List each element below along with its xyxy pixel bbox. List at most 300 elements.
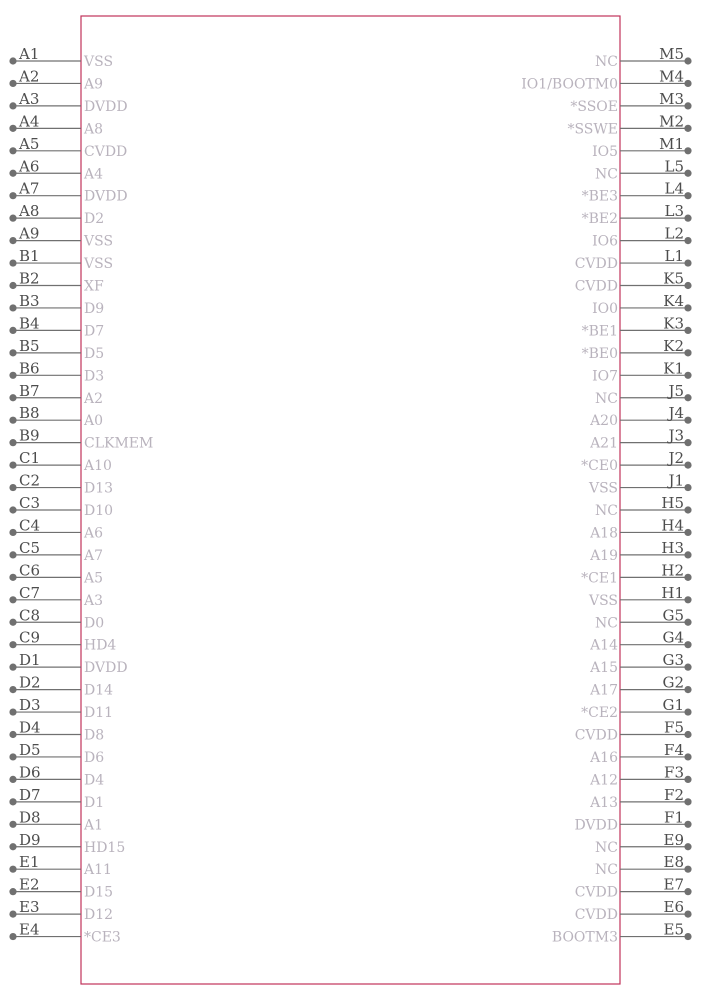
pin-dot bbox=[684, 776, 691, 783]
pin-name: CVDD bbox=[574, 278, 618, 295]
pin-L5 bbox=[595, 157, 692, 182]
pin-dot bbox=[684, 821, 691, 828]
pin-name: IO6 bbox=[592, 233, 618, 250]
pin-M1 bbox=[592, 135, 692, 160]
pin-name: NC bbox=[595, 615, 618, 632]
pin-dot bbox=[684, 282, 691, 289]
pin-number: A9 bbox=[19, 224, 40, 243]
pin-E6 bbox=[575, 898, 692, 923]
pin-number: C9 bbox=[19, 628, 41, 647]
pin-D5 bbox=[9, 741, 104, 766]
pin-D2 bbox=[9, 674, 113, 699]
pin-dot bbox=[9, 462, 16, 469]
pin-dot bbox=[684, 641, 691, 648]
pin-number: G4 bbox=[662, 628, 684, 647]
pin-dot bbox=[684, 462, 691, 469]
pin-G2 bbox=[589, 674, 692, 699]
pin-dot bbox=[9, 215, 16, 222]
pin-number: E7 bbox=[663, 875, 684, 894]
pin-number: M2 bbox=[659, 112, 684, 131]
pin-dot bbox=[9, 933, 16, 940]
pin-B6 bbox=[9, 359, 104, 384]
pin-D7 bbox=[9, 786, 104, 811]
pin-B7 bbox=[9, 382, 103, 407]
pin-dot bbox=[9, 417, 16, 424]
pin-name: CVDD bbox=[574, 727, 618, 744]
pin-name: A1 bbox=[84, 817, 104, 834]
pin-number: B6 bbox=[19, 359, 40, 378]
pin-E1 bbox=[9, 853, 112, 878]
pin-number: C3 bbox=[19, 494, 41, 512]
pin-name: CVDD bbox=[574, 256, 618, 273]
pin-number: J1 bbox=[668, 471, 684, 490]
pin-dot bbox=[684, 125, 691, 132]
pin-dot bbox=[9, 237, 16, 244]
pin-name: D7 bbox=[84, 323, 105, 340]
pin-number: L1 bbox=[664, 247, 684, 266]
pin-name: CVDD bbox=[574, 907, 618, 924]
pin-H5 bbox=[595, 494, 692, 519]
pin-name: D11 bbox=[84, 705, 114, 722]
pin-name: CLKMEM bbox=[84, 435, 154, 452]
pin-dot bbox=[9, 641, 16, 648]
pin-number: C7 bbox=[19, 583, 41, 602]
pin-name: D4 bbox=[84, 772, 105, 789]
pin-number: F3 bbox=[664, 763, 684, 782]
pin-name: NC bbox=[595, 54, 618, 70]
pin-dot bbox=[9, 708, 16, 715]
pin-A8 bbox=[9, 202, 104, 227]
pin-A6 bbox=[9, 157, 103, 182]
pin-name: D14 bbox=[84, 682, 114, 699]
pin-name: IO5 bbox=[592, 143, 618, 160]
pin-K3 bbox=[582, 314, 692, 339]
pin-number: A8 bbox=[19, 202, 40, 221]
pin-dot bbox=[9, 102, 16, 109]
pin-name: D0 bbox=[84, 615, 105, 632]
pin-K4 bbox=[592, 292, 692, 317]
pin-number: E6 bbox=[663, 898, 684, 917]
pin-J3 bbox=[589, 427, 692, 452]
pin-name: A9 bbox=[84, 76, 104, 93]
pin-dot bbox=[684, 102, 691, 109]
pin-name: *CE0 bbox=[581, 458, 618, 475]
pin-number: L5 bbox=[664, 157, 684, 176]
pin-number: H4 bbox=[661, 516, 684, 535]
pin-name: A3 bbox=[84, 592, 104, 609]
pin-E9 bbox=[595, 831, 692, 856]
pin-name: VSS bbox=[84, 256, 114, 273]
pin-D8 bbox=[9, 808, 103, 833]
pin-number: E5 bbox=[663, 920, 684, 939]
pin-E8 bbox=[595, 853, 692, 878]
pin-dot bbox=[684, 394, 691, 401]
pin-C2 bbox=[9, 472, 113, 497]
pin-dot bbox=[684, 933, 691, 940]
pin-name: DVDD bbox=[84, 98, 128, 115]
pin-number: A1 bbox=[19, 45, 40, 63]
pin-C4 bbox=[9, 516, 103, 541]
pin-number: K4 bbox=[663, 291, 684, 310]
pin-dot bbox=[9, 372, 16, 379]
pin-dot bbox=[684, 664, 691, 671]
pin-M4 bbox=[521, 67, 691, 92]
pin-number: B5 bbox=[19, 336, 40, 355]
pin-E5 bbox=[552, 921, 692, 946]
pin-dot bbox=[9, 57, 16, 64]
pin-G4 bbox=[589, 629, 692, 654]
pin-A4 bbox=[9, 112, 103, 137]
pin-dot bbox=[9, 776, 16, 783]
pin-number: J3 bbox=[668, 426, 684, 445]
pin-name: *BE0 bbox=[581, 345, 618, 362]
pin-C7 bbox=[9, 584, 103, 609]
pin-dot bbox=[684, 866, 691, 873]
pin-name: D8 bbox=[84, 727, 105, 744]
pin-D1 bbox=[9, 651, 127, 676]
pin-number: B4 bbox=[19, 314, 40, 333]
pin-J1 bbox=[588, 472, 692, 497]
pin-K5 bbox=[575, 270, 692, 295]
pin-A1 bbox=[9, 45, 113, 70]
pin-B1 bbox=[9, 247, 113, 272]
pin-number: D9 bbox=[19, 830, 41, 849]
pin-name: *BE3 bbox=[581, 188, 618, 205]
pin-name: *BE2 bbox=[581, 211, 618, 228]
pin-dot bbox=[684, 686, 691, 693]
pin-dot bbox=[684, 753, 691, 760]
pin-G1 bbox=[581, 696, 691, 721]
pin-number: C1 bbox=[19, 449, 41, 468]
pin-name: BOOTM3 bbox=[551, 929, 618, 946]
pin-number: B9 bbox=[19, 426, 40, 445]
pin-number: B7 bbox=[19, 381, 40, 400]
pin-name: *CE3 bbox=[84, 929, 121, 946]
pin-dot bbox=[9, 551, 16, 558]
pin-name: D9 bbox=[84, 300, 105, 317]
pin-number: G2 bbox=[662, 673, 684, 692]
pin-dot bbox=[684, 439, 691, 446]
pin-dot bbox=[9, 80, 16, 87]
pin-C6 bbox=[9, 561, 103, 586]
pin-number: H3 bbox=[661, 538, 684, 557]
pin-number: C4 bbox=[19, 516, 41, 535]
pin-number: K5 bbox=[663, 269, 684, 288]
pin-number: H2 bbox=[661, 561, 684, 580]
pin-dot bbox=[684, 349, 691, 356]
pin-dot bbox=[9, 866, 16, 873]
pin-G5 bbox=[595, 606, 692, 631]
pin-name: D1 bbox=[84, 794, 105, 811]
pin-number: D6 bbox=[19, 763, 41, 782]
pin-dot bbox=[9, 484, 16, 491]
pin-dot bbox=[9, 259, 16, 266]
pin-dot bbox=[9, 821, 16, 828]
pin-number: K2 bbox=[663, 336, 684, 355]
pin-dot bbox=[9, 619, 16, 626]
pin-H2 bbox=[581, 561, 691, 586]
pin-name: *SSWE bbox=[567, 121, 618, 138]
pin-dot bbox=[684, 327, 691, 334]
pin-name: D3 bbox=[84, 368, 105, 385]
pin-C9 bbox=[9, 629, 116, 654]
pin-name: *BE1 bbox=[581, 323, 618, 340]
pin-name: A14 bbox=[590, 637, 618, 654]
pin-dot bbox=[9, 753, 16, 760]
pin-name: VSS bbox=[84, 54, 114, 70]
pin-L1 bbox=[575, 247, 692, 272]
pin-number: E8 bbox=[663, 853, 684, 872]
pin-name: *CE1 bbox=[581, 570, 618, 587]
pin-number: C8 bbox=[19, 606, 41, 625]
pin-C5 bbox=[9, 539, 103, 564]
pin-number: D1 bbox=[19, 651, 41, 670]
pin-number: A4 bbox=[19, 112, 40, 131]
pin-name: A5 bbox=[84, 570, 104, 587]
pin-B3 bbox=[9, 292, 104, 317]
pin-name: NC bbox=[595, 862, 618, 879]
pin-dot bbox=[9, 798, 16, 805]
pin-name: D10 bbox=[84, 503, 114, 519]
pin-dot bbox=[684, 372, 691, 379]
pin-number: K1 bbox=[663, 359, 684, 378]
pin-dot bbox=[9, 843, 16, 850]
pin-dot bbox=[684, 192, 691, 199]
pin-name: A21 bbox=[590, 435, 618, 452]
pin-name: NC bbox=[595, 390, 618, 407]
pin-name: D2 bbox=[84, 211, 105, 228]
pin-dot bbox=[684, 619, 691, 626]
pin-A2 bbox=[9, 67, 103, 92]
pin-number: A6 bbox=[19, 157, 40, 176]
pin-name: *CE2 bbox=[581, 705, 618, 722]
pin-name: DVDD bbox=[84, 660, 128, 677]
pin-dot bbox=[684, 484, 691, 491]
pin-number: H5 bbox=[661, 494, 684, 512]
pin-number: F5 bbox=[664, 718, 684, 737]
pin-dot bbox=[9, 304, 16, 311]
pin-M5 bbox=[595, 45, 692, 70]
pin-number: D4 bbox=[19, 718, 41, 737]
pin-L4 bbox=[582, 180, 692, 205]
pin-name: A18 bbox=[590, 525, 618, 542]
pin-number: A2 bbox=[19, 67, 40, 86]
pin-E7 bbox=[575, 876, 692, 901]
pin-name: D12 bbox=[84, 907, 114, 924]
pin-G3 bbox=[589, 651, 692, 676]
pin-J5 bbox=[595, 382, 692, 407]
pin-M3 bbox=[570, 90, 691, 115]
pin-B5 bbox=[9, 337, 104, 362]
pin-C1 bbox=[9, 449, 112, 474]
pin-dot bbox=[9, 506, 16, 513]
pin-E3 bbox=[9, 898, 113, 923]
pin-name: VSS bbox=[588, 592, 618, 609]
pin-dot bbox=[684, 798, 691, 805]
pin-B4 bbox=[9, 314, 104, 339]
pin-name: D5 bbox=[84, 345, 105, 362]
pin-K2 bbox=[582, 337, 692, 362]
pin-dot bbox=[684, 215, 691, 222]
pin-number: A3 bbox=[19, 89, 40, 108]
pin-number: F4 bbox=[664, 740, 684, 759]
pin-dot bbox=[684, 529, 691, 536]
pin-name: A7 bbox=[84, 547, 104, 564]
pin-number: J4 bbox=[668, 404, 684, 423]
pin-number: J2 bbox=[668, 449, 684, 468]
pin-number: F2 bbox=[664, 785, 684, 804]
pin-name: A12 bbox=[590, 772, 618, 789]
pin-name: HD4 bbox=[84, 637, 117, 654]
pin-dot bbox=[684, 259, 691, 266]
pin-B2 bbox=[9, 270, 104, 295]
pin-dot bbox=[9, 686, 16, 693]
pin-name: NC bbox=[595, 839, 618, 856]
pin-name: A6 bbox=[84, 525, 104, 542]
pin-name: NC bbox=[595, 503, 618, 519]
pin-number: M5 bbox=[659, 45, 684, 63]
pin-name: CVDD bbox=[574, 884, 618, 901]
pin-dot bbox=[9, 147, 16, 154]
pin-name: XF bbox=[84, 278, 104, 295]
pin-name: D15 bbox=[84, 884, 114, 901]
pin-dot bbox=[684, 843, 691, 850]
pin-number: M3 bbox=[659, 89, 684, 108]
pin-H3 bbox=[589, 539, 692, 564]
pin-dot bbox=[684, 304, 691, 311]
pin-number: B3 bbox=[19, 291, 40, 310]
pin-dot bbox=[9, 888, 16, 895]
pin-number: M1 bbox=[659, 134, 684, 153]
pin-number: D7 bbox=[19, 785, 41, 804]
pin-dot bbox=[684, 574, 691, 581]
pin-D3 bbox=[9, 696, 113, 721]
pin-name: A10 bbox=[84, 458, 112, 475]
pin-J4 bbox=[589, 404, 692, 429]
pin-F5 bbox=[575, 719, 692, 744]
pin-name: DVDD bbox=[574, 817, 618, 834]
pin-number: L4 bbox=[664, 179, 684, 198]
pin-name: A17 bbox=[590, 682, 618, 699]
pin-number: C2 bbox=[19, 471, 41, 490]
pin-name: VSS bbox=[588, 480, 618, 497]
pin-number: K3 bbox=[663, 314, 684, 333]
pin-D9 bbox=[9, 831, 125, 856]
pin-name: A11 bbox=[84, 862, 112, 879]
pin-number: M4 bbox=[659, 67, 684, 86]
pin-F2 bbox=[589, 786, 692, 811]
pin-number: D3 bbox=[19, 696, 41, 715]
pin-dot bbox=[9, 327, 16, 334]
right-pin-group bbox=[521, 45, 691, 946]
pin-number: B2 bbox=[19, 269, 40, 288]
pin-dot bbox=[9, 282, 16, 289]
pin-dot bbox=[684, 911, 691, 918]
pin-name: A15 bbox=[590, 660, 618, 677]
pin-number: C5 bbox=[19, 538, 41, 557]
pin-name: IO1/BOOTM0 bbox=[521, 76, 618, 93]
pin-D6 bbox=[9, 763, 104, 788]
pin-dot bbox=[684, 57, 691, 64]
pin-number: J5 bbox=[668, 381, 684, 400]
pin-dot bbox=[684, 708, 691, 715]
pin-name: D13 bbox=[84, 480, 114, 497]
pin-number: H1 bbox=[661, 583, 684, 602]
pin-dot bbox=[684, 596, 691, 603]
pin-number: C6 bbox=[19, 561, 41, 580]
pin-name: A16 bbox=[590, 749, 618, 766]
pin-dot bbox=[684, 147, 691, 154]
pin-number: E3 bbox=[19, 898, 40, 917]
pin-F1 bbox=[574, 808, 691, 833]
pin-C3 bbox=[9, 494, 113, 519]
pin-L3 bbox=[582, 202, 692, 227]
pin-dot bbox=[9, 911, 16, 918]
pin-F3 bbox=[589, 763, 692, 788]
pin-dot bbox=[9, 664, 16, 671]
pin-A5 bbox=[9, 135, 127, 160]
pin-dot bbox=[9, 192, 16, 199]
pin-A9 bbox=[9, 225, 113, 250]
pin-E2 bbox=[9, 876, 113, 901]
pin-name: A2 bbox=[84, 390, 104, 407]
pin-name: A4 bbox=[84, 166, 104, 183]
pin-number: D5 bbox=[19, 740, 41, 759]
pin-name: A8 bbox=[84, 121, 104, 138]
pin-dot bbox=[9, 394, 16, 401]
pin-name: A20 bbox=[590, 413, 618, 430]
pin-name: IO7 bbox=[592, 368, 618, 385]
pin-dot bbox=[684, 888, 691, 895]
pin-dot bbox=[684, 551, 691, 558]
pin-number: G3 bbox=[662, 651, 684, 670]
pin-name: *SSOE bbox=[570, 98, 618, 115]
pin-A7 bbox=[9, 180, 127, 205]
pin-L2 bbox=[592, 225, 692, 250]
pin-dot bbox=[684, 417, 691, 424]
pin-number: E2 bbox=[19, 875, 40, 894]
pin-number: D8 bbox=[19, 808, 41, 827]
pin-M2 bbox=[567, 112, 691, 137]
pin-H1 bbox=[588, 584, 692, 609]
pin-number: E1 bbox=[19, 853, 40, 872]
pin-dot bbox=[9, 170, 16, 177]
pin-number: B8 bbox=[19, 404, 40, 423]
pin-number: E4 bbox=[19, 920, 40, 939]
pin-dot bbox=[9, 574, 16, 581]
pin-number: G5 bbox=[662, 606, 684, 625]
pin-H4 bbox=[589, 516, 692, 541]
pin-dot bbox=[9, 439, 16, 446]
pin-dot bbox=[684, 731, 691, 738]
pin-number: A5 bbox=[19, 134, 40, 153]
pin-dot bbox=[9, 529, 16, 536]
pin-C8 bbox=[9, 606, 104, 631]
pin-dot bbox=[684, 237, 691, 244]
pin-B8 bbox=[9, 404, 103, 429]
pin-K1 bbox=[592, 359, 692, 384]
pin-name: DVDD bbox=[84, 188, 128, 205]
pin-A3 bbox=[9, 90, 127, 115]
pin-dot bbox=[684, 80, 691, 87]
pin-name: CVDD bbox=[84, 143, 128, 160]
pin-name: IO0 bbox=[592, 300, 618, 317]
pin-number: B1 bbox=[19, 247, 40, 266]
pin-F4 bbox=[589, 741, 692, 766]
pin-name: HD15 bbox=[84, 839, 126, 856]
chip-body bbox=[81, 16, 620, 984]
pin-number: A7 bbox=[19, 179, 40, 198]
